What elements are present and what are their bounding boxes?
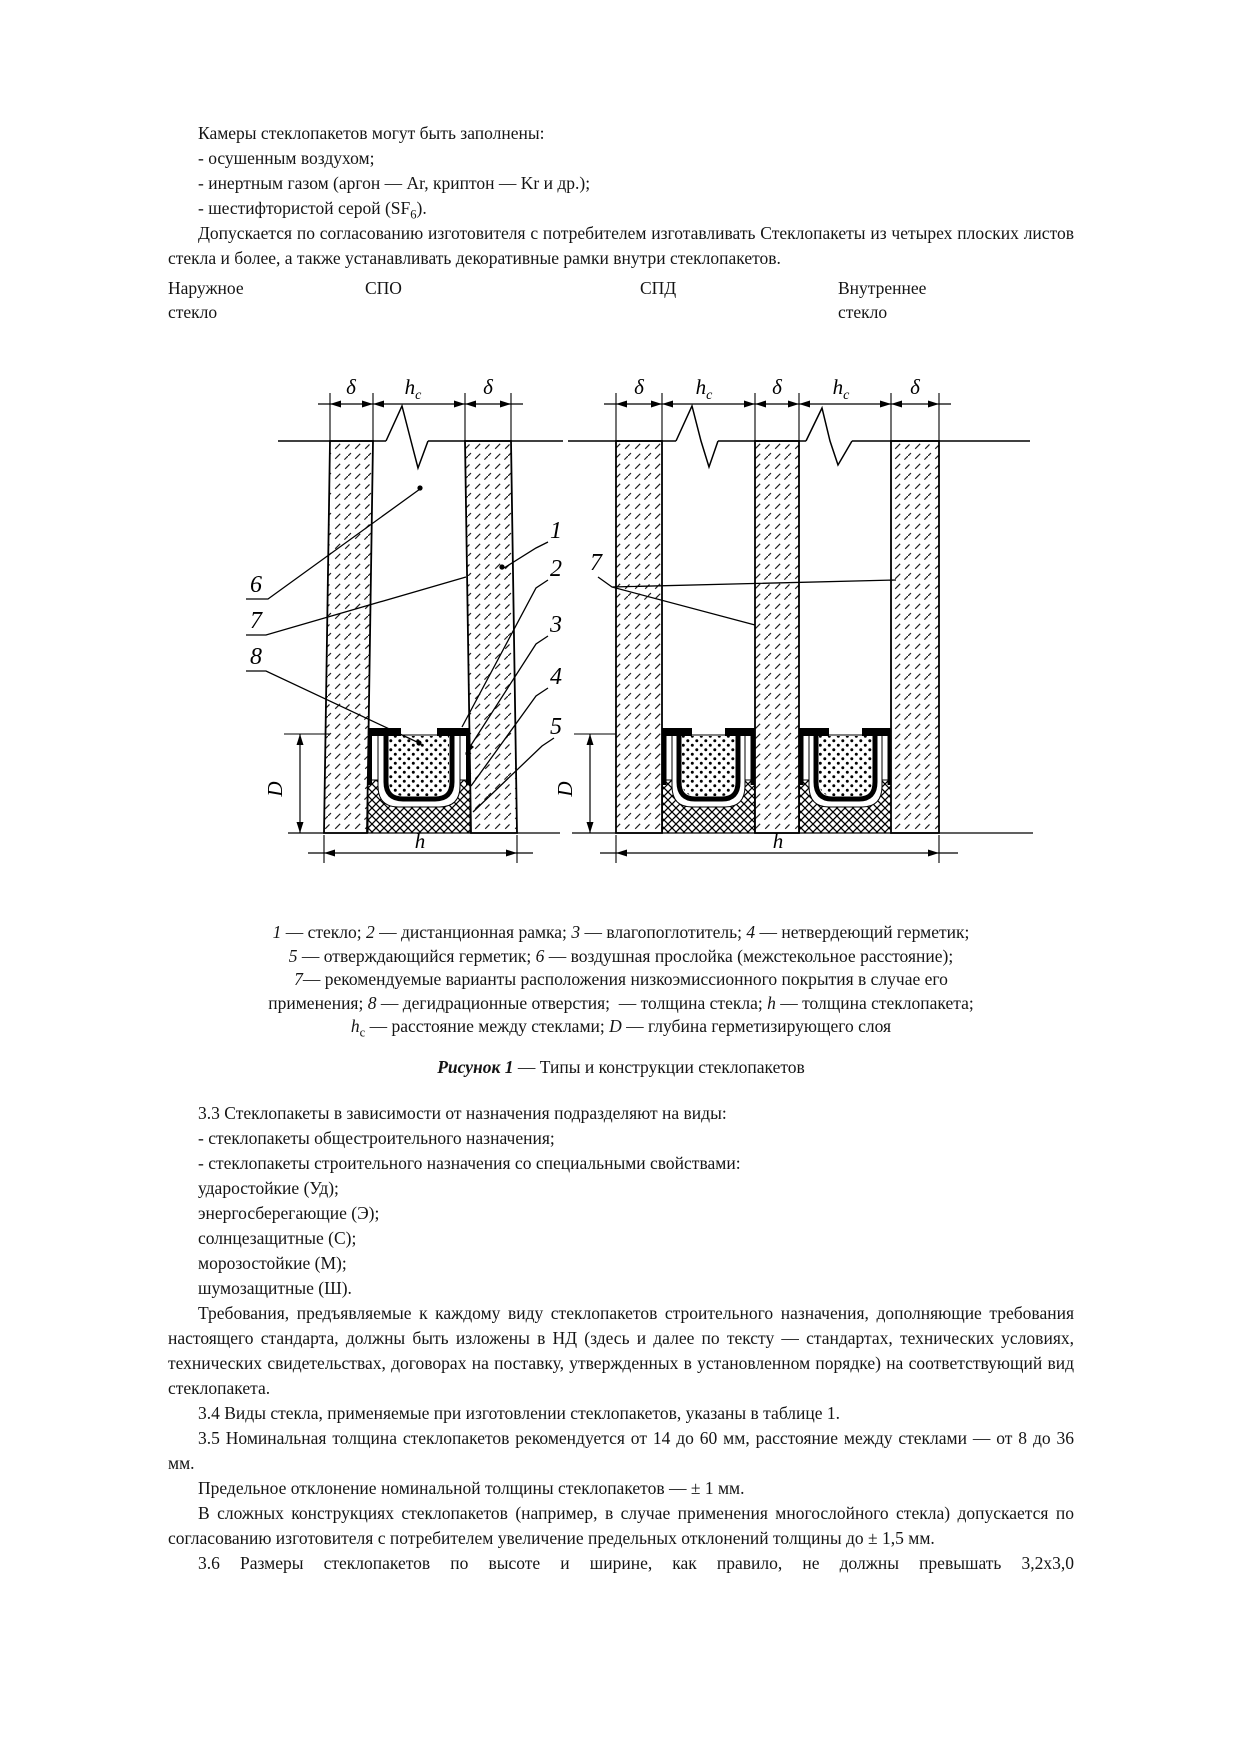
glass-pane <box>616 441 662 833</box>
dim-h-label: h <box>772 829 784 853</box>
label-spd: СПД <box>640 278 677 298</box>
svg-text:1: 1 <box>550 518 562 544</box>
glass-pane <box>755 441 799 833</box>
list-item: - стеклопакеты строительного назначения со специальными свойствами: <box>198 1152 741 1173</box>
svg-text:8: 8 <box>250 644 262 670</box>
break-zigzag <box>386 406 428 468</box>
label-inner-glass: Внутреннее стекло <box>838 278 927 322</box>
list-item: шумозащитные (Ш). <box>198 1277 352 1298</box>
dimension-top-left <box>318 375 523 444</box>
dim-D-label: D <box>263 781 287 797</box>
spo-diagram <box>246 375 563 863</box>
intro-line-sf6: - шестифтористой серой $(SF_6)$. <box>198 198 427 222</box>
caption-line: 7— рекомендуемые варианты расположения низкоэмиссионного покрытия в случае его <box>294 969 948 989</box>
glass-pane <box>891 441 939 833</box>
paragraph-complex: В сложных конструкциях стеклопакетов (например, в случае применения многослойного стекла) допускается по согласованию изготовителя с потребителем увеличение предельных отклонений толщины до ± 1,5 мм. <box>168 1502 1074 1548</box>
dimension-h-left <box>308 829 533 863</box>
spd-diagram <box>553 375 1033 863</box>
figure-diagram <box>168 356 1074 901</box>
intro-line: Камеры стеклопакетов могут быть заполнены: <box>198 123 545 143</box>
list-item: ударостойкие (Уд); <box>198 1177 339 1198</box>
label-spo: СПО <box>365 278 402 298</box>
glass-pane <box>324 441 373 833</box>
dim-hc-label: $h_c$ <box>832 375 850 403</box>
dim-hc-label: $h_c$ <box>404 375 422 403</box>
svg-text:7: 7 <box>590 550 602 576</box>
dim-delta-label: δ <box>346 375 356 399</box>
dim-h-label: h <box>414 829 426 853</box>
dim-hc-label: $h_c$ <box>695 375 713 403</box>
caption-line: 1 — стекло; 2 — дистанционная рамка; 3 — влагопоглотитель; 4 — нетвердеющий герметик; <box>272 922 970 942</box>
intro-section <box>168 121 1074 271</box>
spacer-frame-assembly <box>662 728 755 833</box>
svg-text:7: 7 <box>250 608 262 634</box>
page-content <box>168 0 1074 1576</box>
paragraph-3-6: 3.6 Размеры стеклопакетов по высоте и ширине, как правило, не должны превышать 3,2х3,0 <box>198 1552 1074 1573</box>
label-outer-glass: Наружное стекло <box>168 278 244 322</box>
intro-line: - инертным газом (аргон — Ar, криптон — Kr и др.); <box>198 173 591 193</box>
intro-line: - осушенным воздухом; <box>198 148 375 168</box>
figure-title: Рисунок 1 — Типы и конструкции стеклопакетов <box>437 1056 805 1077</box>
dim-delta-label: δ <box>483 375 493 399</box>
caption-line: $h_c$ — расстояние между стеклами; D — глубина герметизирующего слоя <box>350 1016 892 1040</box>
paragraph-3-3: 3.3 Стеклопакеты в зависимости от назначения подразделяют на виды: <box>198 1102 727 1123</box>
dim-delta-label: δ <box>910 375 920 399</box>
svg-text:3: 3 <box>550 612 562 638</box>
dimension-h-right <box>600 829 958 863</box>
paragraph-3-5: 3.5 Номинальная толщина стеклопакетов рекомендуется от 14 до 60 мм, расстояние между стеклами — от 8 до 36 мм. <box>168 1427 1074 1473</box>
svg-text:2: 2 <box>550 556 562 582</box>
list-item: морозостойкие (М); <box>198 1252 347 1273</box>
svg-text:4: 4 <box>550 664 562 690</box>
figure-column-labels <box>168 276 1074 328</box>
dim-D-label: D <box>553 781 577 797</box>
caption-line: применения; 8 — дегидрационные отверстия; — толщина стекла; h — толщина стеклопакета; <box>268 992 974 1013</box>
paragraph-requirements: Требования, предъявляемые к каждому виду стеклопакетов строительного назначения, дополняющие требования настоящего стандарта, должны быть изложены в НД (здесь и далее по тексту — стандартах, технических условиях, технических свидетельствах, договорах на поставку, утвержденных в установленном порядке) на соответствующий вид стеклопакета. <box>168 1302 1074 1398</box>
figure-caption <box>168 921 1074 1039</box>
dim-delta-label: δ <box>772 375 782 399</box>
intro-paragraph: Допускается по согласованию изготовителя с потребителем изготавливать Стеклопакеты из четырех плоских листов стекла и более, а также устанавливать декоративные рамки внутри стеклопакетов. <box>168 223 1074 268</box>
list-item: солнцезащитные (С); <box>198 1227 357 1248</box>
dimension-depth-right <box>553 734 616 833</box>
list-item: энергосберегающие (Э); <box>198 1202 380 1223</box>
svg-text:5: 5 <box>550 714 562 740</box>
dim-delta-label: δ <box>634 375 644 399</box>
list-item: - стеклопакеты общестроительного назначения; <box>198 1127 555 1148</box>
svg-text:6: 6 <box>250 572 262 598</box>
break-zigzag <box>806 408 852 465</box>
dimension-top-right <box>604 375 951 444</box>
paragraph-3-4: 3.4 Виды стекла, применяемые при изготовлении стеклопакетов, указаны в таблице 1. <box>198 1402 841 1423</box>
caption-line: 5 — отверждающийся герметик; 6 — воздушная прослойка (межстекольное расстояние); <box>288 945 954 966</box>
break-zigzag <box>676 406 718 467</box>
dimension-depth-left <box>263 734 330 833</box>
body-section <box>168 1101 1074 1576</box>
paragraph-deviation: Предельное отклонение номинальной толщины стеклопакетов — ± 1 мм. <box>198 1477 745 1498</box>
